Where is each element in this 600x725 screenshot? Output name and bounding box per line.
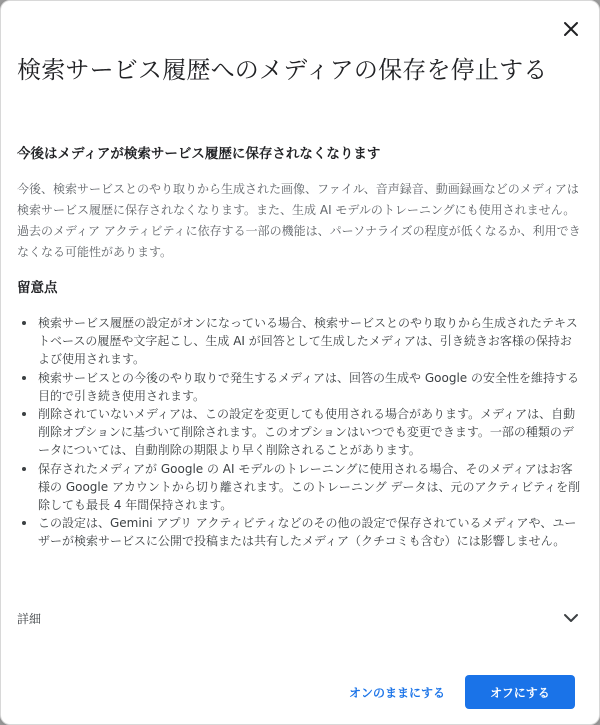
bullet-icon [22, 467, 26, 471]
details-label: 詳細 [17, 611, 42, 626]
dialog-title: 検索サービス履歴へのメディアの保存を停止する [17, 56, 548, 84]
notes-heading: 留意点 [17, 280, 58, 296]
list-item-text: 保存されたメディアが Google の AI モデルのトレーニングに使用される場合、そのメディアはお客様の Google アカウントから切り離されます。このトレーニング データは、元のアクティビティを削除しても最長 4 年間保持されます。 [38, 461, 581, 513]
bullet-icon [22, 412, 26, 416]
list-item-text: 検索サービスとの今後のやり取りで発生するメディアは、回答の生成や Google の安全性を維持する目的で引き続き使用されます。 [38, 370, 579, 403]
keep-on-button[interactable]: オンのままにする [343, 675, 451, 709]
dialog-subtitle: 今後はメディアが検索サービス履歴に保存されなくなります [17, 146, 381, 162]
list-item [17, 514, 582, 550]
list-item-text: この設定は、Gemini アプリ アクティビティなどのその他の設定で保存されているメディアや、ユーザーが検索サービスに公開で投稿または共有したメディア（クチコミも含む）には影響しません。 [38, 516, 577, 549]
close-button[interactable] [557, 15, 585, 43]
list-item-text: 削除されていないメディアは、この設定を変更しても使用される場合があります。メディアは、自動削除オプションに基づいて削除されます。このオプションはいつでも変更できます。一部の種類のデータについては、自動削除の期限より早く削除されることがあります。 [38, 407, 576, 458]
turn-off-button[interactable]: オフにする [465, 675, 575, 709]
notes-list [17, 314, 582, 551]
bullet-icon [22, 376, 26, 380]
details-expander[interactable] [1, 598, 599, 638]
chevron-down-icon [559, 606, 583, 630]
list-item [17, 314, 582, 369]
list-item [17, 405, 582, 460]
dialog-description: 今後、検索サービスとのやり取りから生成された画像、ファイル、音声録音、動画録画などのメディアは検索サービス履歴に保存されなくなります。また、生成 AI モデルのトレーニングにも使用されません。過去のメディア アクティビティに依存する一部の機能は、パーソナライズの程度が低くなるか、利用できなくなる可能性があります。 [17, 182, 581, 259]
list-item [17, 369, 582, 405]
bullet-icon [22, 321, 26, 325]
bullet-icon [22, 521, 26, 525]
list-item-text: 検索サービス履歴の設定がオンになっている場合、検索サービスとのやり取りから生成されたテキストベースの履歴や文字起こし、生成 AI が回答として生成したメディアは、引き続きお客様の保持および使用されます。 [38, 316, 578, 367]
close-icon [563, 21, 579, 37]
dialog-actions [343, 675, 575, 709]
list-item [17, 460, 582, 515]
